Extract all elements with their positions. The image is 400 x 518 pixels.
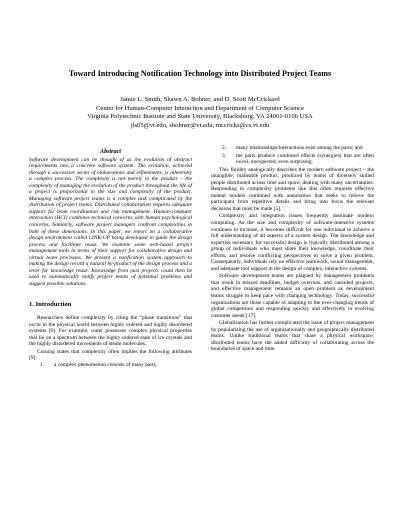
body-paragraph: Globalization has further complicated the issue of project management by popularizing the use of organizationally and geographically distributed teams. Unlike traditional teams that share a physical workspace, distributed teams have the added difficulty of collaborating across the boundaries of space and time.	[211, 320, 374, 353]
intro-paragraph-1: Researchers define complexity by citing the “phase transitions” that occur in the physical world between highly ordered and highly disordered systems [9]. For example, water possesses complex physical properties that lie on a spectrum between the highly ordered state of ice crystals and the highly disordered movements of steam molecules.	[29, 315, 192, 348]
attribute-list	[29, 362, 192, 369]
affiliation-line-2: Virginia Polytechnic Institute and State University, Blacksburg, VA 24061-0106 USA	[87, 113, 313, 121]
paper-title: Toward Introducing Notification Technology into Distributed Project Teams	[68, 69, 332, 78]
abstract-heading: Abstract	[100, 149, 121, 155]
list-item-text: the parts produce combined effects (synergies) that are often novel, unexpected, even surprising.	[236, 152, 374, 166]
author-block	[20, 96, 380, 130]
attribute-list-continued	[211, 145, 374, 166]
right-column	[211, 145, 374, 353]
list-number: 3.	[222, 152, 227, 159]
list-item	[29, 362, 192, 369]
author-emails: jls05@vt.edu, sbohner@vt.edu, mccricks@cs.vt.edu	[130, 121, 270, 129]
list-item	[211, 145, 374, 152]
intro-paragraph-2: Corning states that complexity often implies the following attributes [9]:	[29, 348, 192, 362]
list-item	[211, 153, 374, 166]
affiliation-line-1: Center for Human-Computer Interaction and Department of Computer Science	[96, 104, 304, 112]
body-paragraph: Software development teams are plagued by management problems that result in missed deadlines, budget overruns, and canceled projects, and effective management remains an open problem as development teams struggle to keep pace with changing technology. Today, successful organizations are those capable of adapting to the ever-changing trends of global competition and responding quickly and effectively to evolving customer needs [17].	[211, 273, 374, 319]
author-names: Jamie L. Smith, Shawn A. Bohner, and D. Scott McCrickard	[120, 96, 280, 103]
list-item-text: a complex phenomenon consists of many parts,	[54, 361, 158, 368]
left-column	[29, 149, 192, 369]
list-number: 1.	[40, 361, 45, 368]
abstract-text: Software development can be thought of as the evolution of abstract requirements into a concrete software system. The evolution, achieved through a successive series of elaborations and refinements, is inherently a complex process. The complexity is not merely in the product – the complexity of managing the evolution of the product throughout the life of a project is proportional to the size and complexity of the product. Managing software project teams is a complex task complicated by the distribution of project teams. Distributed collaboration requires adequate support for team coordination and risk management. Human-computer interaction (HCI) combines technical concerns with human psychological concerns. Similarly, software project managers confront complexities in both of these dimensions. In this paper, we report on a collaborative design environment called LINK-UP being developed to guide the design process and facilitate reuse. We examine some web-based project management tools in terms of their support for collaborative design and virtual team processes. We present a notification system approach to making the design record a natural by-product of the design process and a lever for knowledge reuse. Knowledge from past projects could then be used to automatically notify project teams of potential problems and suggest possible solutions.	[29, 156, 192, 287]
body-paragraph: Complexity and integration issues frequently dominate modern computing. As the size and complexity of software-intensive systems continues to increase, it becomes difficult for one individual to achieve a full understanding of all aspects of a system design. The knowledge and expertise necessary for successful design is typically distributed among a group of individuals who must share their knowledge, coordinate their efforts, and resolve conflicting perspectives to solve a given problem. Consequently, individuals rely on effective teamwork, sound management, and adequate tool support in the design of complex, interactive systems.	[211, 213, 374, 272]
section-heading-introduction: 1. Introduction	[29, 301, 72, 309]
list-number: 2.	[222, 145, 227, 151]
body-paragraph: This fluidity analogically describes the modern software project – the intangible, malleable product, produced by teams of diversely skilled people distributed across time and space, dealing with many uncertainties. Responding to complexity problems like this often requires effective mental models combined with automation that seeks to relieve the participant from repetitive details and bring into focus the relevant decisions that must be made [5].	[211, 166, 374, 212]
list-item-text: many relationships/interactions exist among the parts; and	[236, 145, 363, 151]
